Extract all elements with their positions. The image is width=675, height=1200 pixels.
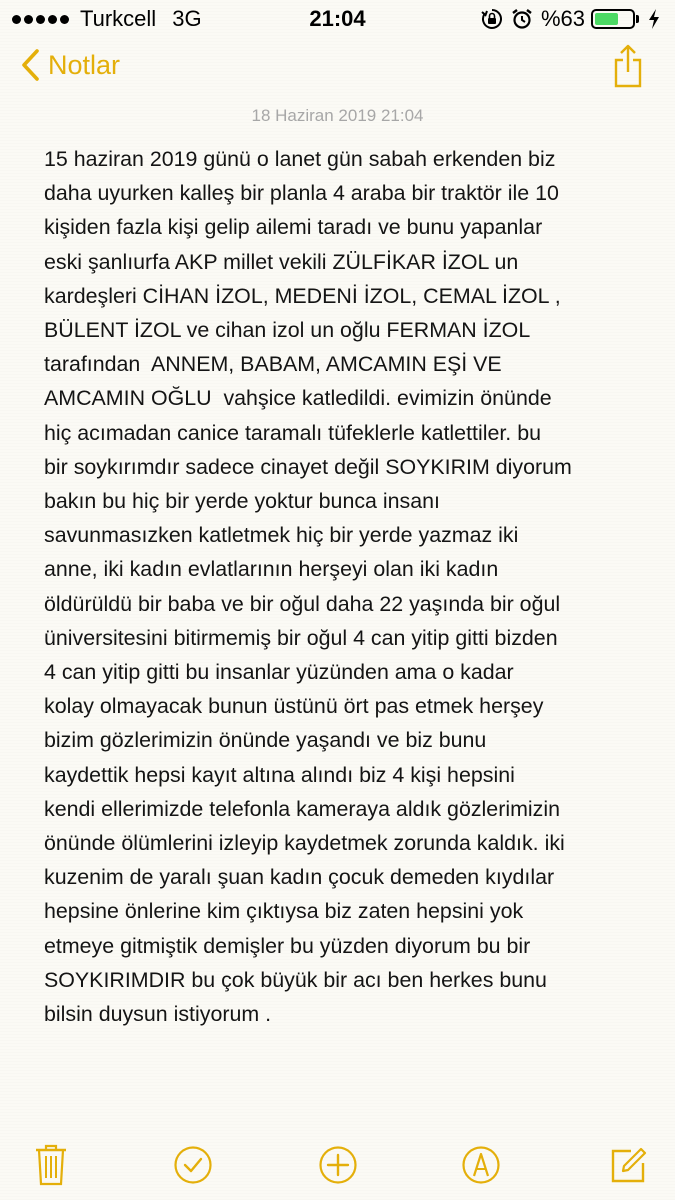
note-line: hepsine önlerine kim çıktıysa biz zaten hepsini yok <box>44 899 524 924</box>
note-line: 4 can yitip gitti bu insanlar yüzünden ama o kadar <box>44 660 514 685</box>
battery-percent: %63 <box>540 6 585 31</box>
status-time: 21:04 <box>309 6 366 31</box>
trash-icon <box>34 1143 68 1187</box>
add-icon <box>318 1145 358 1185</box>
back-button[interactable] <box>20 48 120 82</box>
battery-icon <box>591 9 635 29</box>
note-line: kişiden fazla kişi gelip ailemi taradı ve bunu yapanlar <box>44 215 543 240</box>
note-line: daha uyurken kalleş bir planla 4 araba bir traktör ile 10 <box>44 181 559 206</box>
note-line: üniversitesini bitirmemiş bir oğul 4 can yitip gitti bizden <box>44 625 558 650</box>
note-date: 18 Haziran 2019 21:04 <box>251 106 424 125</box>
note-line: kolay olmayacak bunun üstünü ört pas etmek herşey <box>44 694 544 719</box>
note-line: SOYKIRIMDIR bu çok büyük bir acı ben herkes bunu <box>44 967 547 992</box>
note-line: AMCAMIN OĞLU vahşice katledildi. evimizin önünde <box>44 386 552 411</box>
orientation-lock-icon <box>481 8 503 30</box>
battery-tip <box>636 15 639 23</box>
status-bar <box>0 0 675 40</box>
share-icon <box>613 44 643 88</box>
network-type: 3G <box>172 6 202 31</box>
compose-button[interactable] <box>604 1140 654 1190</box>
note-line: kuzenim de yaralı şuan kadın çocuk demeden kıydılar <box>44 865 555 890</box>
note-line: eski şanlıurfa AKP millet vekili ZÜLFİKAR İZOL un <box>44 249 519 274</box>
carrier-name: Turkcell <box>80 6 157 31</box>
note-line: hiç acımadan canice taramalı tüfeklerle katlettiler. bu <box>44 420 541 445</box>
nav-bar <box>0 40 675 100</box>
markup-button[interactable] <box>456 1140 506 1190</box>
delete-button[interactable] <box>26 1140 76 1190</box>
note-line: BÜLENT İZOL ve cihan izol un oğlu FERMAN İZOL <box>44 318 531 343</box>
note-line: savunmasızken katletmek hiç bir yerde yazmaz iki <box>44 523 519 548</box>
back-button-label: Notlar <box>48 49 121 80</box>
note-line: kendi ellerimizde telefonla kameraya aldık gözlerimizin <box>44 796 560 821</box>
checklist-icon <box>173 1145 213 1185</box>
charging-icon <box>647 8 661 30</box>
chevron-left-icon <box>20 48 40 82</box>
checklist-button[interactable] <box>168 1140 218 1190</box>
note-line: önünde ölümlerini izleyip kaydetmek zorunda kaldık. iki <box>44 831 565 856</box>
note-line: anne, iki kadın evlatlarının herşeyi olan iki kadın <box>44 557 499 582</box>
note-line: kardeşleri CİHAN İZOL, MEDENİ İZOL, CEMAL İZOL , <box>44 283 561 308</box>
note-body[interactable] <box>44 142 644 1031</box>
note-line: bakın bu hiç bir yerde yoktur bunca insanı <box>44 489 440 514</box>
battery-level-fill <box>595 13 618 25</box>
note-line: öldürüldü bir baba ve bir oğul daha 22 yaşında bir oğul <box>44 591 561 616</box>
markup-icon <box>461 1145 501 1185</box>
note-line: tarafından ANNEM, BABAM, AMCAMIN EŞİ VE <box>44 352 502 377</box>
note-line: etmeye gitmiştik demişler bu yüzden diyorum bu bir <box>44 933 531 958</box>
note-line: bizim gözlerimizin önünde yaşandı ve biz bunu <box>44 728 487 753</box>
status-right <box>481 6 661 32</box>
bottom-toolbar <box>0 1130 675 1200</box>
note-line: 15 haziran 2019 günü o lanet gün sabah erkenden biz <box>44 147 556 171</box>
share-button[interactable] <box>613 44 643 93</box>
note-line: bilsin duysun istiyorum . <box>44 1002 272 1027</box>
note-line: bir soykırımdır sadece cinayet değil SOYKIRIM diyorum <box>44 454 572 479</box>
add-button[interactable] <box>313 1140 363 1190</box>
alarm-icon <box>511 8 533 30</box>
compose-icon <box>609 1145 649 1185</box>
note-line: kaydettik hepsi kayıt altına alındı biz 4 kişi hepsini <box>44 762 515 787</box>
